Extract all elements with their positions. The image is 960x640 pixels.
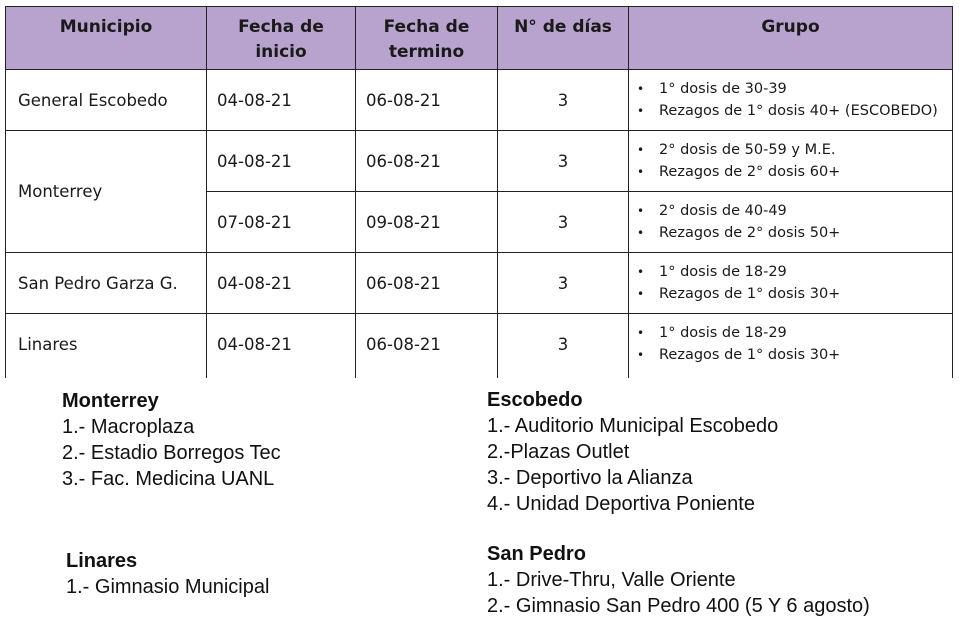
table-header-row [6, 7, 953, 70]
cell-municipio: Monterrey [6, 131, 207, 253]
cell-inicio: 04-08-21 [207, 253, 356, 314]
cell-municipio: San Pedro Garza G. [6, 253, 207, 314]
cell-municipio: General Escobedo [6, 70, 207, 131]
cell-termino: 06-08-21 [356, 70, 498, 131]
table-row [6, 314, 953, 375]
cell-municipio: Linares [6, 314, 207, 375]
cell-inicio: 04-08-21 [207, 70, 356, 131]
grupo-item: • 2° dosis de 50-59 y M.E. [637, 139, 952, 161]
location-item: 2.- Estadio Borregos Tec [62, 442, 281, 464]
cell-termino: 06-08-21 [356, 131, 498, 192]
table-row [6, 70, 953, 131]
header-fecha-termino: Fecha de termino [356, 7, 498, 70]
cell-grupo [629, 192, 953, 253]
location-item: 1.- Gimnasio Municipal [66, 576, 270, 598]
grupo-item: • Rezagos de 2° dosis 50+ [637, 222, 952, 244]
cell-inicio: 04-08-21 [207, 131, 356, 192]
cell-termino: 06-08-21 [356, 253, 498, 314]
locations-heading: Monterrey [62, 390, 159, 412]
table-row [6, 253, 953, 314]
grupo-item: • 1° dosis de 18-29 [637, 261, 952, 283]
location-item: 2.- Gimnasio San Pedro 400 (5 Y 6 agosto) [487, 595, 870, 617]
cell-termino: 09-08-21 [356, 192, 498, 253]
header-grupo: Grupo [629, 7, 953, 70]
locations-san-pedro [487, 541, 870, 619]
grupo-item: • Rezagos de 2° dosis 60+ [637, 161, 952, 183]
location-item: 2.-Plazas Outlet [487, 441, 630, 463]
cell-dias: 3 [498, 192, 629, 253]
grupo-item: • Rezagos de 1° dosis 30+ [637, 344, 952, 366]
locations-monterrey [62, 388, 281, 492]
grupo-item: • 1° dosis de 30-39 [637, 78, 952, 100]
table-cut-edge [6, 374, 953, 378]
cell-grupo [629, 70, 953, 131]
location-item: 1.- Auditorio Municipal Escobedo [487, 415, 779, 437]
cell-dias: 3 [498, 253, 629, 314]
grupo-item: • Rezagos de 1° dosis 40+ (ESCOBEDO) [637, 100, 952, 122]
location-item: 3.- Fac. Medicina UANL [62, 468, 275, 490]
location-item: 1.- Macroplaza [62, 416, 195, 438]
cell-dias: 3 [498, 131, 629, 192]
location-item: 4.- Unidad Deportiva Poniente [487, 493, 755, 515]
grupo-item: • Rezagos de 1° dosis 30+ [637, 283, 952, 305]
vaccination-schedule-table [5, 6, 953, 378]
cell-grupo [629, 131, 953, 192]
locations-escobedo [487, 387, 778, 517]
locations-heading: San Pedro [487, 543, 586, 565]
cell-termino: 06-08-21 [356, 314, 498, 375]
locations-linares [66, 548, 269, 600]
header-dias: N° de días [498, 7, 629, 70]
locations-heading: Linares [66, 550, 138, 572]
header-municipio: Municipio [6, 7, 207, 70]
cell-dias: 3 [498, 70, 629, 131]
cell-grupo [629, 253, 953, 314]
cell-grupo [629, 314, 953, 375]
location-item: 3.- Deportivo la Alianza [487, 467, 693, 489]
cell-inicio: 07-08-21 [207, 192, 356, 253]
table-row [6, 131, 953, 192]
cell-dias: 3 [498, 314, 629, 375]
cell-inicio: 04-08-21 [207, 314, 356, 375]
locations-heading: Escobedo [487, 389, 583, 411]
grupo-item: • 2° dosis de 40-49 [637, 200, 952, 222]
location-item: 1.- Drive-Thru, Valle Oriente [487, 569, 736, 591]
header-fecha-inicio: Fecha de inicio [207, 7, 356, 70]
grupo-item: • 1° dosis de 18-29 [637, 322, 952, 344]
